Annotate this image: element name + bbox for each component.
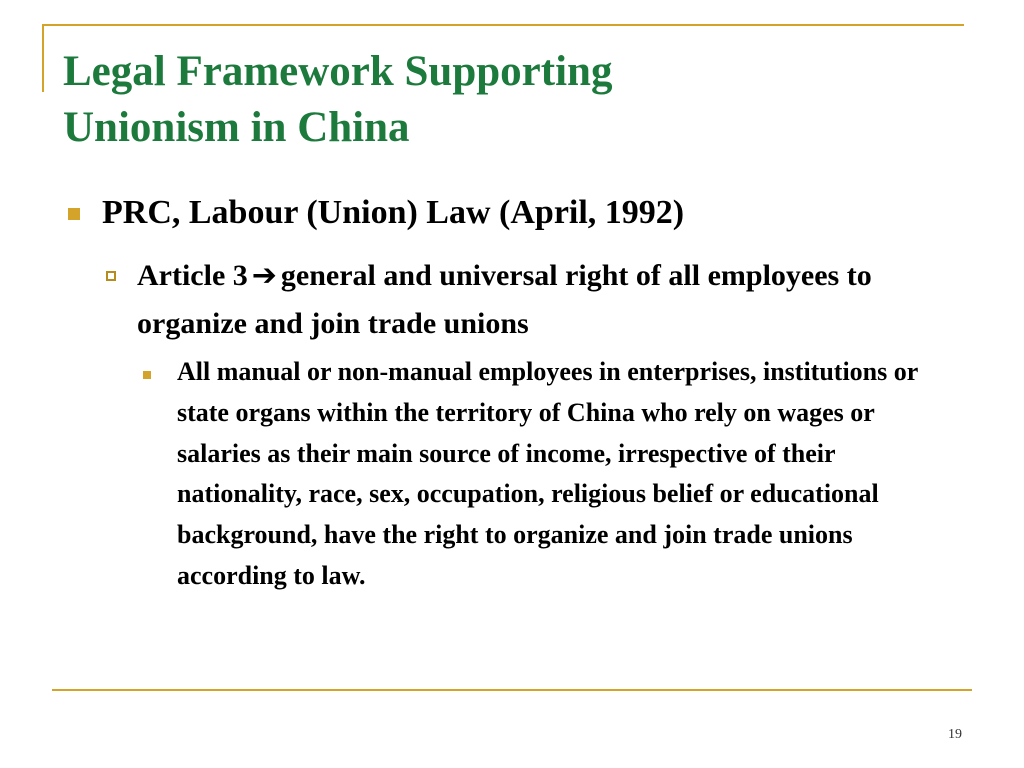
slide-title-line-1: Legal Framework Supporting	[63, 48, 613, 95]
slide-title-line-2: Unionism in China	[63, 104, 410, 151]
bullet-level-3-text: All manual or non-manual employees in enterprises, institutions or state organs within the territory of China who rely on wages or salaries as their main source of income, irrespective of their nationality, race, sex, occupation, religious belief or educational background, have the right to organize and join trade unions according to law.	[177, 357, 918, 590]
square-bullet-icon	[68, 208, 80, 220]
article-description: general and universal right of all employees to organize and join trade unions	[137, 259, 872, 340]
article-label: Article 3	[137, 259, 248, 292]
hollow-square-bullet-icon	[106, 271, 116, 281]
slide-title	[63, 44, 963, 156]
bullet-level-1-text: PRC, Labour (Union) Law (April, 1992)	[102, 194, 685, 231]
left-border-line	[42, 24, 44, 92]
bullet-level-3	[140, 352, 950, 597]
top-border-line	[42, 24, 964, 26]
bottom-divider-line	[52, 689, 972, 691]
right-arrow-icon: ➔	[251, 258, 277, 293]
small-square-bullet-icon	[143, 371, 151, 379]
bullet-level-2	[100, 252, 960, 348]
bullet-level-2-text	[137, 252, 960, 348]
bullet-level-1	[62, 188, 962, 238]
page-number: 19	[948, 727, 962, 742]
